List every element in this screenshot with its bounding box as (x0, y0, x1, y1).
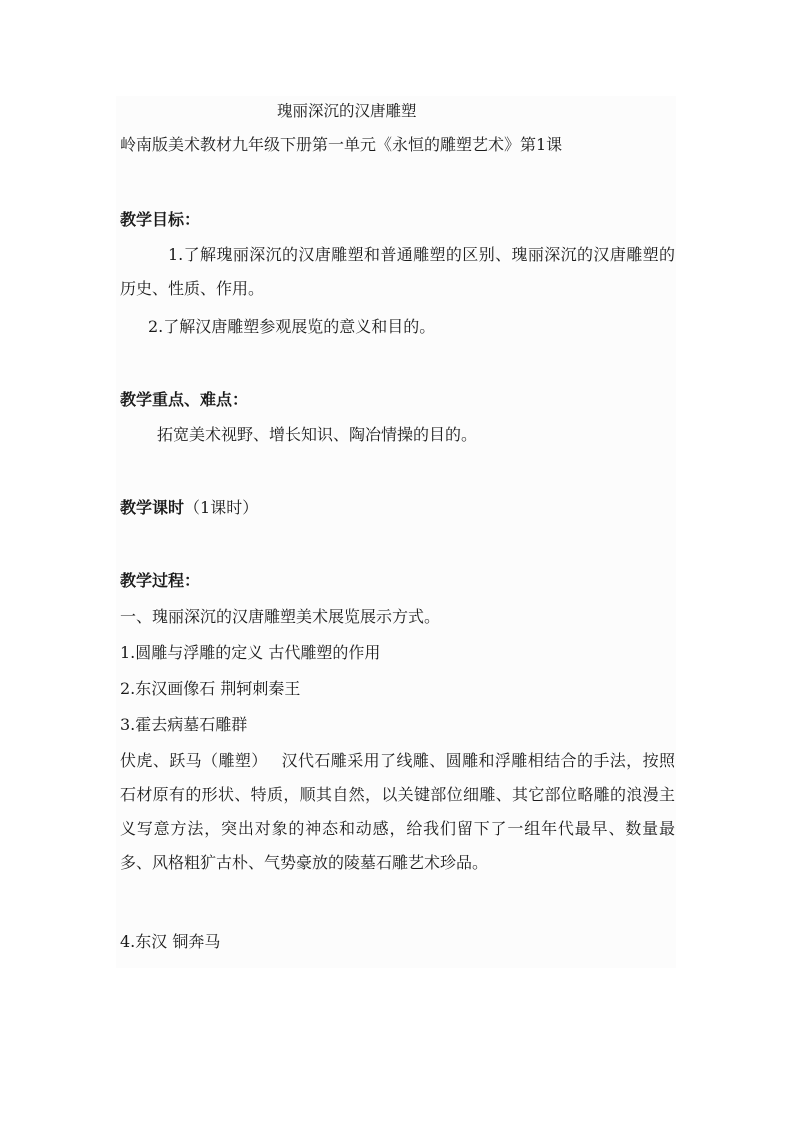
document-title: 瑰丽深沉的汉唐雕塑 (277, 102, 417, 120)
process-item-1: 1.圆雕与浮雕的定义 古代雕塑的作用 (120, 643, 381, 662)
objective-item-2: 2.了解汉唐雕塑参观展览的意义和目的。 (148, 317, 436, 336)
hours-value: （1课时） (184, 498, 259, 517)
process-heading: 教学过程： (120, 571, 201, 590)
keypoints-text: 拓宽美术视野、增长知识、陶冶情操的目的。 (157, 425, 478, 444)
objectives-heading: 教学目标： (120, 210, 201, 229)
process-item-3: 3.霍去病墓石雕群 (120, 715, 248, 734)
hours-heading: 教学课时 (120, 498, 185, 517)
objective-item-1: 1.了解瑰丽深沉的汉唐雕塑和普通雕塑的区别、瑰丽深沉的汉唐雕塑的历史、性质、作用。 (120, 245, 675, 298)
hours-line (120, 498, 258, 518)
process-section-1: 一、瑰丽深沉的汉唐雕塑美术展览展示方式。 (120, 607, 441, 626)
keypoints-heading: 教学重点、难点： (120, 390, 249, 409)
document-subtitle: 岭南版美术教材九年级下册第一单元《永恒的雕塑艺术》第1课 (120, 135, 563, 154)
process-paragraph: 伏虎、跃马（雕塑） 汉代石雕采用了线雕、圆雕和浮雕相结合的手法，按照石材原有的形状、特质，顺其自然，以关键部位细雕、其它部位略雕的浪漫主义写意方法，突出对象的神态和动感，给我们留下了一组年代最早、数量最多、风格粗犷古朴、气势豪放的陵墓石雕艺术珍品。 (120, 751, 675, 872)
process-item-4: 4.东汉 铜奔马 (120, 932, 221, 951)
process-item-2: 2.东汉画像石 荆轲刺秦王 (120, 679, 301, 698)
